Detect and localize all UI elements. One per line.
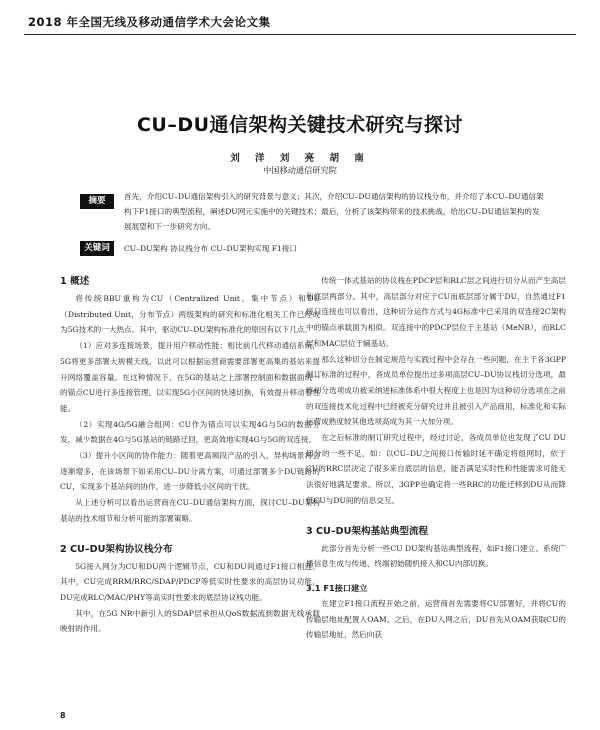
left-column bbox=[60, 273, 320, 637]
section-1-paragraph: （1）应对多连接场景，提升用户移动性能：相比前几代移动通信系统，5G将更多部署大规模天线，以此可以根据运营商需要部署更高集的基站来提升网络覆盖容量。在这种情况下，在5G的基站之上部署控制面和数据面统一的锚点CU进行多连接管理，以实现5G小区间的快速切换，有效提升移动着性能。 bbox=[60, 341, 320, 413]
page-number: 8 bbox=[60, 711, 66, 720]
running-header: 2018 年全国无线及移动通信学术大会论文集 bbox=[28, 15, 271, 29]
article-affiliation: 中国移动通信研究院 bbox=[263, 165, 337, 175]
keywords-text: CU–DU架构 协议栈分布 CU–DU架构实现 F1接口 bbox=[124, 244, 298, 253]
article-title: CU–DU通信架构关键技术研究与探讨 bbox=[136, 114, 464, 136]
section-1-paragraph: 从上述分析可以看出运营商在CU–DU通信架构方面，探讨CU–DU架构基站的技术细节和分析可能的部署策略。 bbox=[60, 498, 320, 523]
section-3-1-heading: 3.1 F1接口建立 bbox=[306, 582, 368, 593]
section-3-heading: 3 CU–DU架构基站典型流程 bbox=[306, 525, 429, 537]
section-1-paragraph: 将传统BBU重构为CU（Centralized Unit，集中节点）和DU（Distributed Unit，分布节点）两级架构的研究和标准化相关工作已经成为5G技术的一大热点。其中，驱动CU–DU架构标准化的原因有以下几点。 bbox=[60, 294, 320, 335]
section-3-paragraph: 此部分首先分析一些CU DU架构基站典型流程，如F1接口建立、系统广播信息生成与传递、终端初始随机接入和CU内部切换。 bbox=[306, 543, 566, 569]
section-1-paragraph: （2）实现4G/5G融合组网：CU作为锚点可以实现4G与5G的数据分发，减少数据在4G与5G基站的链路迂回，更高效地实现4G与5G的双连接。 bbox=[60, 419, 320, 445]
abstract-text: 首先，介绍CU–DU通信架构引入的研究背景与意义；其次，介绍CU–DU通信架构的协议栈分布，并介绍了本CU–DU通信架构下F1接口的典型流程，阐述DU网元实施中的关键技术；最后，分析了该架构带来的技术挑战，给出CU–DU通信架构的发展展望和下一步研究方向。 bbox=[124, 192, 544, 231]
right-column bbox=[306, 273, 566, 643]
section-2-heading: 2 CU–DU架构协议栈分布 bbox=[60, 543, 173, 555]
section-3-1-paragraph: 在建立F1接口流程开始之前，运营商首先需要将CU部署好，并将CU的传输层地址配置入OAM。之后，在DU入网之后，DU首先从OAM获取CU的传输层地址，然后向获 bbox=[306, 598, 566, 640]
abstract-label: 摘要 bbox=[80, 194, 114, 209]
section-1-paragraph: （3）提升小区间的协作能力：随着更高频段产品的引入，异构场景将会逐渐增多，在该场景下如采用CU–DU分离方案，可通过部署多个DU链路的CU，实现多个基站间的协作，进一步降低小区间的干扰。 bbox=[60, 451, 320, 492]
header-divider bbox=[24, 34, 576, 35]
section-1-heading: 1 概述 bbox=[60, 276, 90, 287]
keywords-label: 关键词 bbox=[80, 241, 114, 256]
article-authors: 刘 洋 刘 亮 胡 南 bbox=[230, 153, 370, 164]
section-2-paragraph: 那么这种切分在制定规范与实践过程中会存在一些问题，在主干各3GPP制订标准的过程中，各成员单位提出过多项高层CU–DU协议栈切分选项，最终切分选项成功被采纳进标准体系中很大程度上也是因为这种切分选项在之前的双连接技术化过程中已经被充分研究过并且被引入产品商用，标准化和实际运营成熟度较其他选项高成为其一大加分项。 bbox=[306, 354, 566, 427]
section-2-paragraph: 在之后标准的制订研究过程中，经过讨论，各成员单位也发现了CU DU切分的一些不足，如：以CU–DU之间接口传输时延不确定将组网时，依于CU的RRC层决定了很多来自底层的信息，能否满足实时性和性能需求可能无法很好地满足要求。所以，3GPP也确定将一些RRC的功能迁移到DU从而降低CU与DU间的信息交互。 bbox=[306, 433, 566, 505]
section-2-paragraph: 5G接入网分为CU和DU两个逻辑节点，CU和DU间通过F1接口相连。其中，CU完成RRM/RRC/SDAP/PDCP等低实时性要求的高层协议功能，DU完成RLC/MAC/PHY等高实时性要求的底层协议栈功能。 bbox=[60, 561, 320, 602]
section-2-paragraph: 其中，在5G NR中新引入的SDAP层承担从QoS数据流到数据无线承载映射的作用。 bbox=[60, 608, 320, 634]
section-2-paragraph: 传统一体式基站的协议栈在PDCP层和RLC层之间进行切分从而产生高层和底层两部分。其中，高层部分对应于CU而底层部分属于DU，自然通过F1接口连接也可以看出，这种切分运作方式与4G标准中已采用的双连接2C架构中的锚点承载面为相似。双连接中的PDCP层位于主基站（MeNB），而RLC层和MAC层位于辅基站。 bbox=[306, 276, 566, 348]
